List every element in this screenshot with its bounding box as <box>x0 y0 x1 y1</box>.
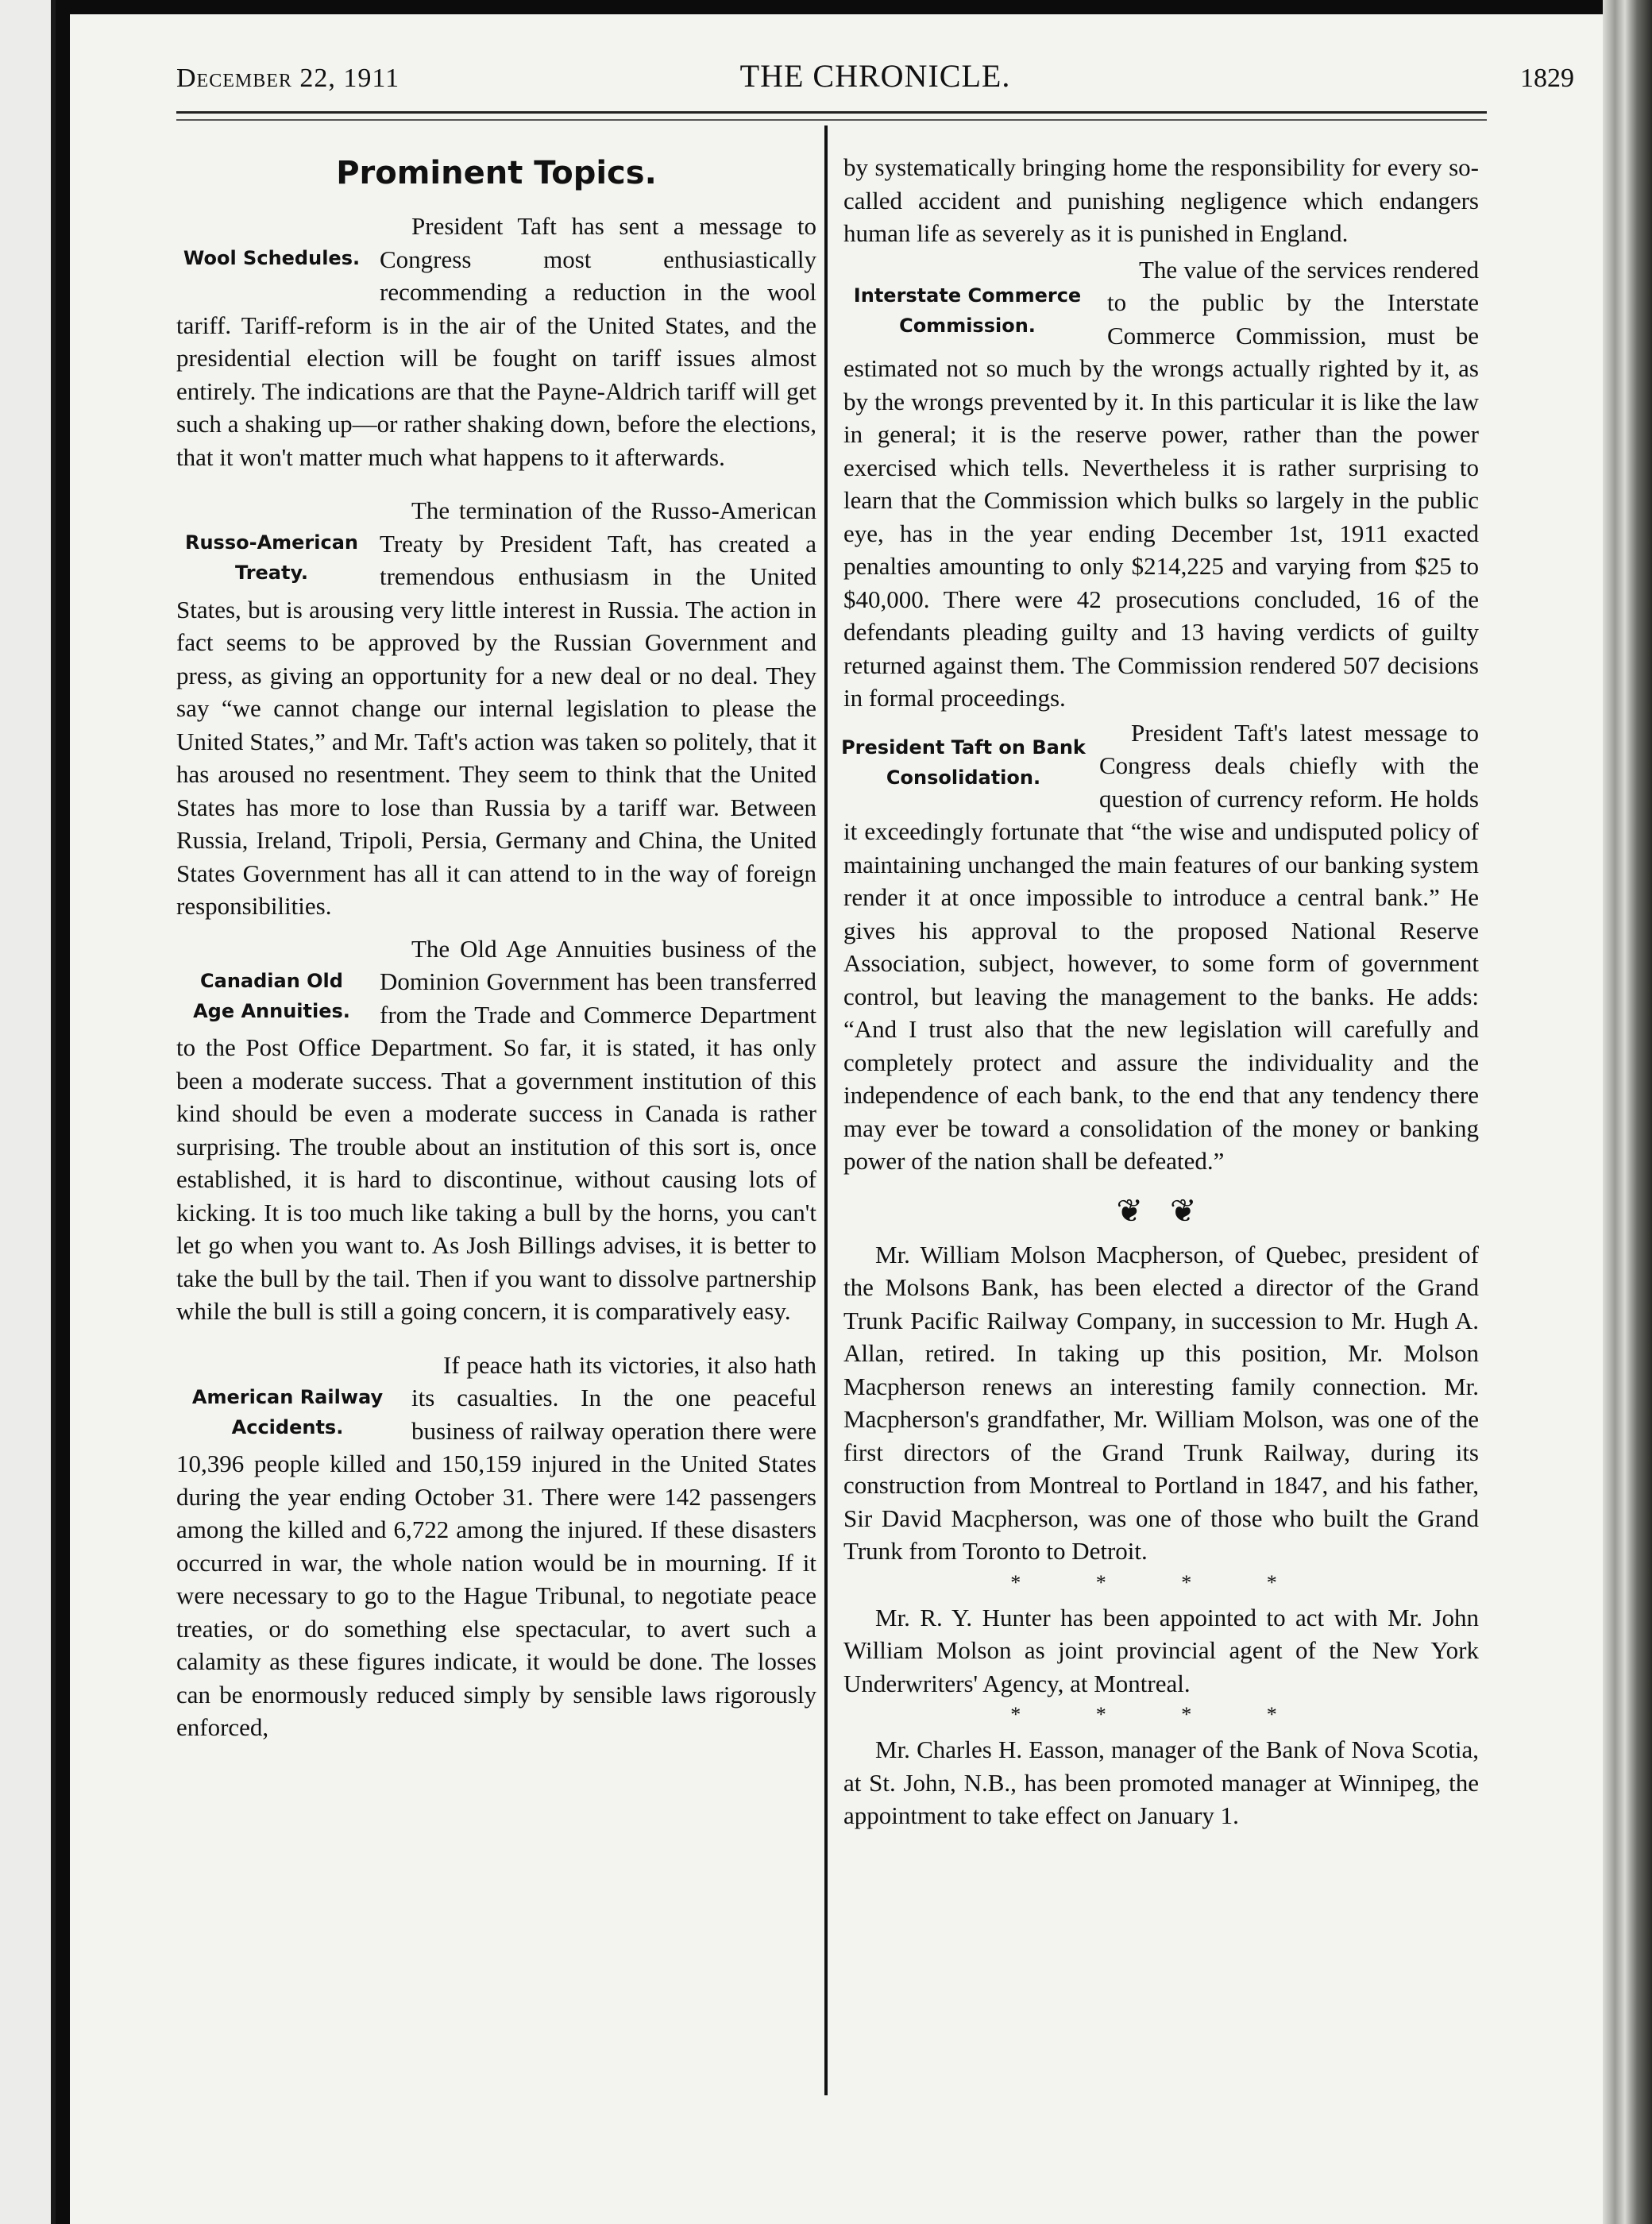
note-hunter: Mr. R. Y. Hunter has been appointed to act with Mr. John William Molson as joint provincial agent of the New York Underwriters' Agency, at Montreal. <box>843 1603 1479 1697</box>
header-rule <box>176 111 1487 114</box>
article-text: The value of the services rendered to the public by the Interstate Commerce Commission, must be estimated not so much by the wrongs actually righted by it, as by the wrongs prevented by it. In this particular it is like the law in general; it is the reserve power, rather than the power exercised which tells. Nevertheless it is rather surprising to learn that the Commission which bulks so largely in the public eye, has in the year ending December 1st, 1911 exacted penalties amounting to only $214,225 and varying from $25 to $40,000. There were 42 prosecutions concluded, 16 of the defendants pleading guilty and 13 having verdicts of guilty returned against them. The Commission rendered 507 decisions in formal proceedings. <box>843 255 1479 712</box>
article-interstate-commerce <box>843 253 1479 715</box>
page-header <box>176 57 1574 105</box>
right-page-edge <box>1603 0 1652 2224</box>
article-canadian-old-age-annuities <box>176 932 816 1328</box>
right-column <box>843 151 1479 1832</box>
side-heading: American Railway Accidents. <box>191 1385 384 1438</box>
section-heading: Prominent Topics. <box>336 155 657 191</box>
article-american-railway-accidents <box>176 1349 816 1744</box>
side-heading: Interstate Commerce Commission. <box>853 284 1082 337</box>
column-divider <box>824 125 828 2095</box>
note-easson: Mr. Charles H. Easson, manager of the Bank of Nova Scotia, at St. John, N.B., has been promoted manager at Winnipeg, the appointment to take effect on January 1. <box>843 1736 1479 1829</box>
side-heading: Russo-American Treaty. <box>184 531 358 584</box>
note-macpherson: Mr. William Molson Macpherson, of Quebec, president of the Molsons Bank, has been elected a director of the Grand Trunk Pacific Railway Company, in succession to Mr. Hugh A. Allan, retired. In taking up this position, Mr. Molson Macpherson renews an interesting family connection. Mr. Macpherson's grandfather, Mr. William Molson, was one of the first directors of the Grand Trunk Railway, during its construction from Montreal to Portland in 1847, and his father, Sir David Macpherson, was one of those who built the Grand Trunk from Toronto to Detroit. <box>843 1240 1479 1565</box>
article-text: If peace hath its victories, it also hath its casualties. In the one peaceful business of railway operation there were 10,396 people killed and 150,159 injured in the United States during the year ending October 31. There were 142 passengers among the killed and 6,722 among the injured. If these disasters occurred in war, the whole nation would be in mourning. If it were necessary to go to the Hague Tribunal, to negotiate peace treaties, or do something else spectacular, to avert such a calamity as these figures indicate, it would be done. The losses can be enormously reduced simply by sensible laws rigorously enforced, <box>176 1350 816 1741</box>
star-separator: * * * * <box>1010 1570 1312 1594</box>
article-russo-american-treaty <box>176 494 816 923</box>
left-column <box>176 151 816 1744</box>
left-page-edge <box>0 0 56 2224</box>
article-text: The termination of the Russo-American Treaty by President Taft, has created a tremendous enthusiasm in the United States, but is arousing very little interest in Russia. The action in fact seems to be approved by the Russian Government and press, as giving an opportunity for a new deal or no deal. They say “we cannot change our internal legislation to please the United States,” and Mr. Taft's action was taken so politely, that it has aroused no resentment. They seem to think that the United States has more to lose than Russia by a tariff war. Between Russia, Ireland, Tripoli, Persia, Germany and China, the United States Government has all it can attend to in the way of foreign responsibilities. <box>176 496 816 920</box>
ornament-divider: ❦ ❦ <box>1116 1192 1206 1229</box>
header-date: December 22, 1911 <box>176 64 400 93</box>
side-heading: President Taft on Bank Consolidation. <box>841 736 1086 789</box>
article-continuation: by systematically bringing home the responsibility for every so-called accident and punishing negligence which endangers human life as severely as it is punished in England. <box>843 153 1479 247</box>
article-wool-schedules <box>176 210 816 473</box>
side-heading: Canadian Old Age Annuities. <box>193 969 350 1022</box>
article-bank-consolidation <box>843 716 1479 1178</box>
gutter-shadow <box>51 0 56 2224</box>
side-heading: Wool Schedules. <box>183 247 361 269</box>
header-page-number: 1829 <box>1520 64 1574 93</box>
article-text: The Old Age Annuities business of the Dominion Government has been transferred from the Trade and Commerce Department to the Post Office Department. So far, it is stated, it has only been a moderate success. That a government institution of this kind should be even a moderate success in Canada is rather surprising. The trouble about an institution of this sort is, once established, it is hard to discontinue, without causing lots of kicking. It is too much like taking a bull by the horns, you can't let go when you want to. As Josh Billings advises, it is better to take the bull by the tail. Then if you want to dissolve partnership while the bull is still a going concern, it is comparatively easy. <box>176 934 816 1325</box>
header-rule-thin <box>176 119 1487 121</box>
article-text: President Taft has sent a message to Congress most enthusiastically recommending a reduction in the wool tariff. Tariff-reform is in the air of the United States, and the presidential election will be fought on tariff issues almost entirely. The indications are that the Payne-Aldrich tariff will get such a shaking up—or rather shaking down, before the elections, that it won't matter much what happens to it afterwards. <box>176 212 816 471</box>
article-text: President Taft's latest message to Congress deals chiefly with the question of currency reform. He holds it exceedingly fortunate that “the wise and undisputed policy of maintaining unchanged the main features of our banking system render it at once impossible to introduce a central bank.” He gives his approval to the proposed National Reserve Association, subject, however, to some form of government control, but leaving the management to the banks. He adds: “And I trust also that the new legislation will carefully and completely protect and assure the individuality and the independence of each bank, to the end that any tendency there may ever be toward a consolidation of the money or banking power of the nation shall be defeated.” <box>843 718 1479 1175</box>
header-title: THE CHRONICLE. <box>739 58 1011 94</box>
star-separator: * * * * <box>1010 1703 1312 1726</box>
